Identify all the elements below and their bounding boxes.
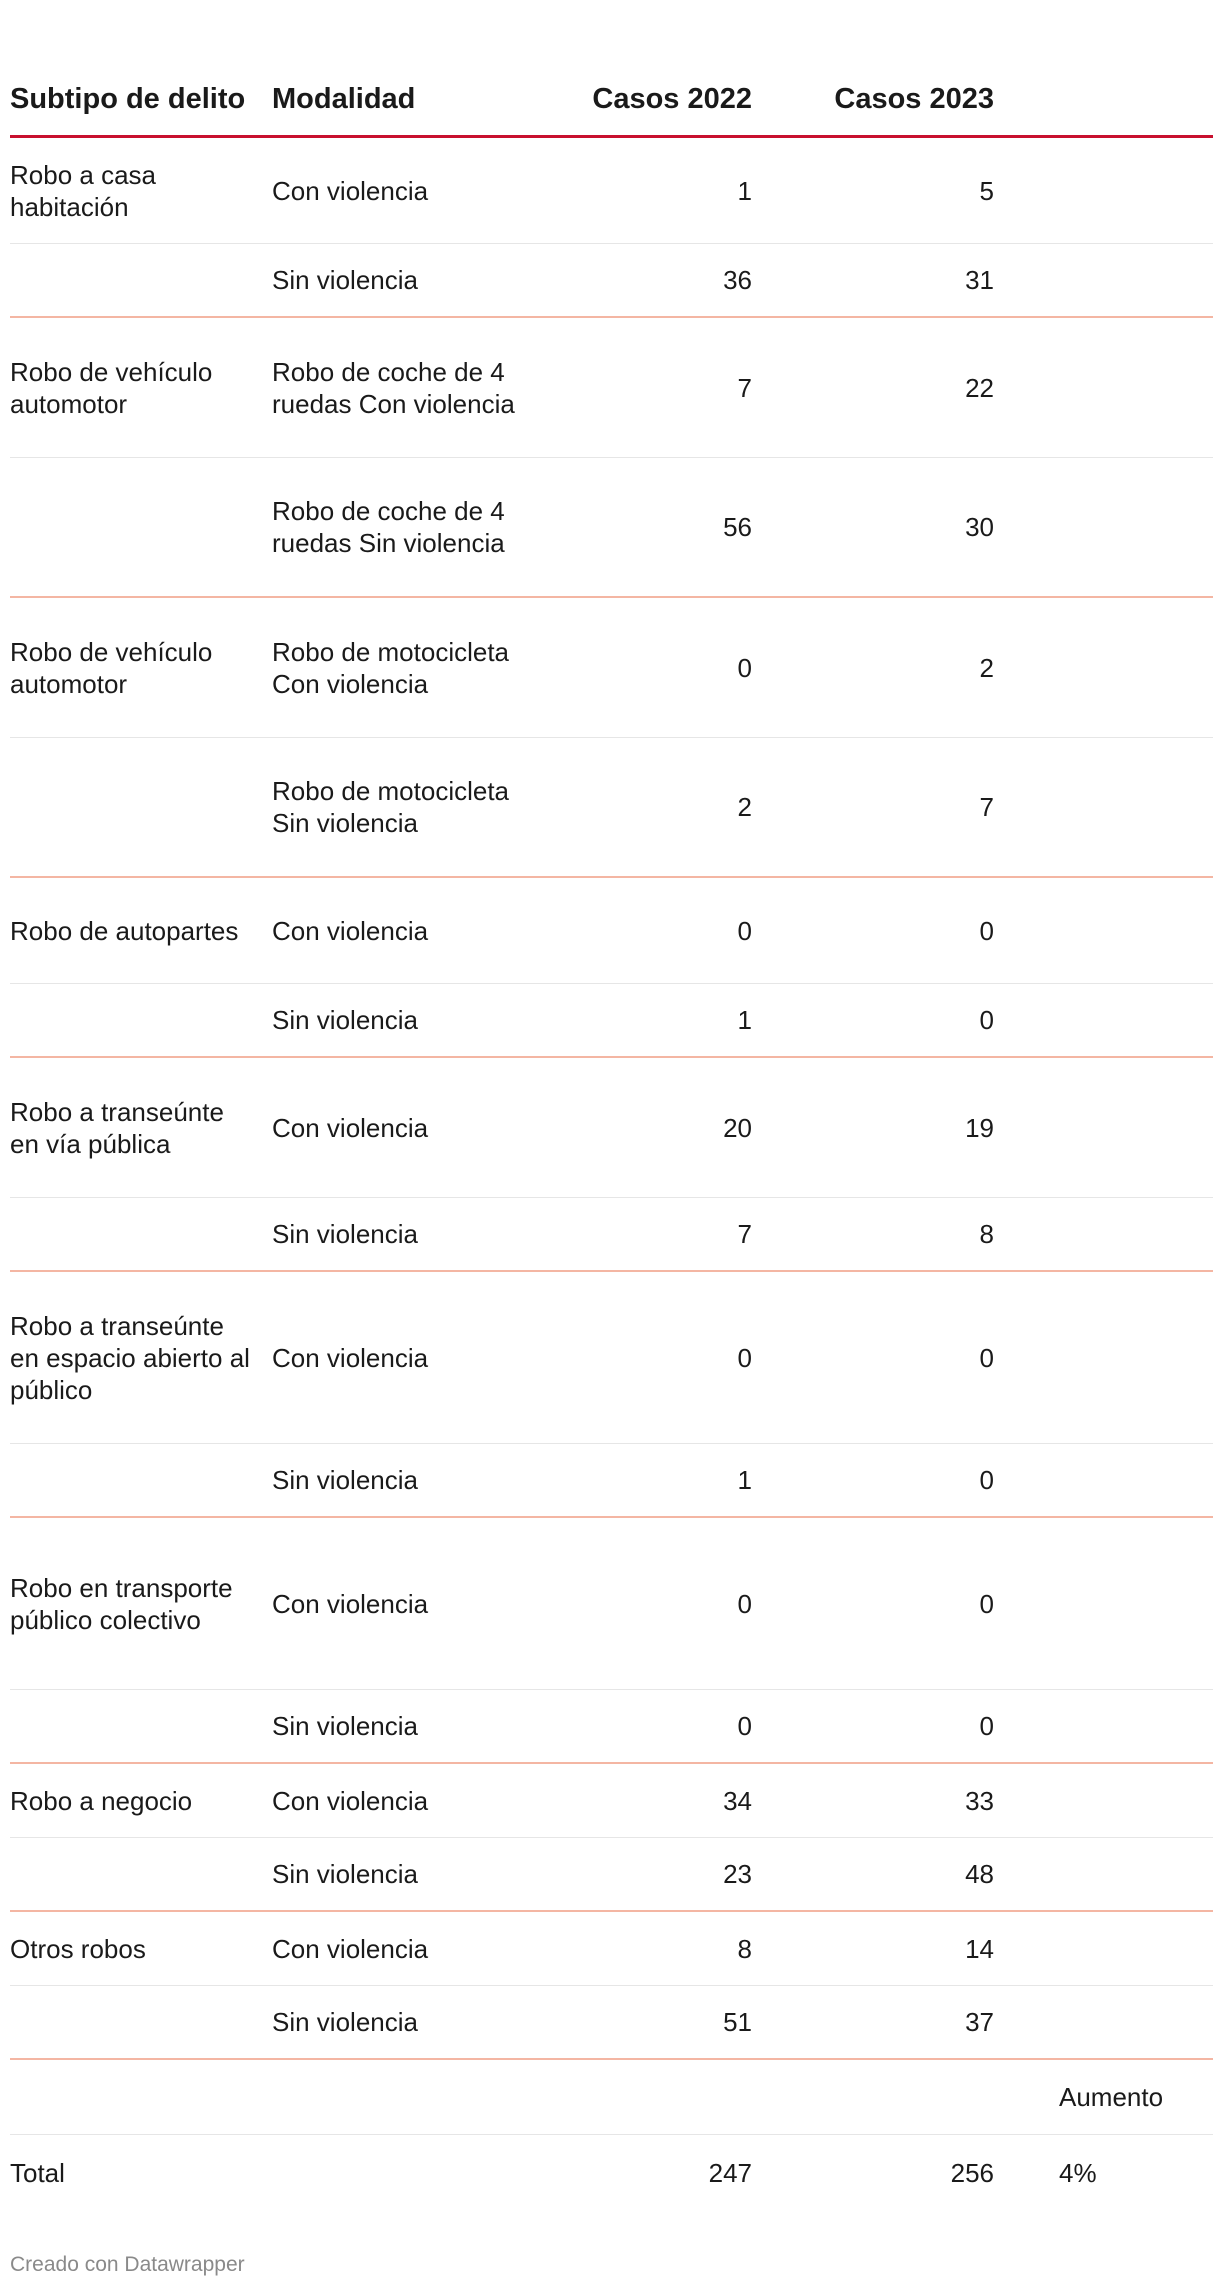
- cell-casos-2022: 36: [723, 265, 752, 295]
- table-row: [10, 1764, 1213, 1838]
- cell-casos-2023: 0: [979, 1588, 994, 1619]
- cell-casos-2023: 37: [965, 2007, 994, 2037]
- data-table: [10, 40, 1213, 2210]
- cell-casos-2022: 7: [737, 372, 752, 403]
- cell-modalidad: Con violencia: [272, 175, 429, 206]
- cell-subtipo: Otros robos: [10, 1933, 146, 1964]
- table-row: [10, 1690, 1213, 1764]
- cell-casos-2022: 23: [723, 1859, 752, 1889]
- cell-casos-2022: 7: [737, 1219, 752, 1249]
- table-row: [10, 1058, 1213, 1198]
- cell-modalidad: Sin violencia: [272, 1005, 418, 1035]
- cell-modalidad: Con violencia: [272, 1342, 429, 1373]
- cell-casos-2023: 0: [979, 915, 994, 946]
- cell-casos-2023: 0: [979, 1465, 994, 1495]
- cell-modalidad: Sin violencia: [272, 1859, 418, 1889]
- cell-modalidad: Sin violencia: [272, 265, 418, 295]
- total-aumento: 4%: [1059, 2157, 1097, 2188]
- cell-subtipo: Robo de vehículo automotor: [10, 356, 213, 419]
- table-row: [10, 138, 1213, 244]
- cell-casos-2022: 0: [737, 1588, 752, 1619]
- cell-subtipo: Robo a negocio: [10, 1785, 193, 1816]
- table-header: [10, 40, 1213, 138]
- table-body: [10, 138, 1213, 2060]
- header-casos-2023: Casos 2023: [834, 83, 994, 115]
- cell-modalidad: Sin violencia: [272, 1219, 418, 1249]
- cell-casos-2023: 7: [979, 792, 994, 822]
- cell-casos-2023: 0: [979, 1005, 994, 1035]
- header-casos-2022: Casos 2022: [592, 83, 752, 115]
- cell-casos-2022: 1: [737, 1465, 752, 1495]
- total-row: [10, 2135, 1213, 2210]
- cell-casos-2022: 0: [737, 1342, 752, 1373]
- table-row: [10, 878, 1213, 984]
- aumento-label-row: [10, 2060, 1213, 2135]
- cell-modalidad: Sin violencia: [272, 1711, 418, 1741]
- table-row: [10, 598, 1213, 738]
- cell-casos-2022: 51: [723, 2007, 752, 2037]
- footer-credit: Creado con Datawrapper: [10, 2253, 245, 2276]
- cell-modalidad: Robo de motocicleta Sin violencia: [272, 776, 510, 838]
- cell-modalidad: Robo de coche de 4 ruedas Con violencia: [272, 356, 515, 419]
- total-2023: 256: [950, 2157, 994, 2188]
- cell-subtipo: Robo de vehículo automotor: [10, 636, 213, 699]
- cell-casos-2023: 33: [965, 1785, 994, 1816]
- cell-casos-2023: 8: [979, 1219, 994, 1249]
- cell-casos-2022: 0: [737, 1711, 752, 1741]
- cell-modalidad: Robo de coche de 4 ruedas Sin violencia: [272, 496, 505, 558]
- cell-modalidad: Robo de motocicleta Con violencia: [272, 636, 510, 699]
- header-modalidad: Modalidad: [272, 83, 416, 115]
- total-2022: 247: [708, 2157, 752, 2188]
- cell-casos-2022: 1: [737, 175, 752, 206]
- cell-casos-2023: 48: [965, 1859, 994, 1889]
- cell-modalidad: Con violencia: [272, 915, 429, 946]
- cell-casos-2022: 2: [737, 792, 752, 822]
- aumento-label: Aumento: [1059, 2082, 1164, 2112]
- cell-subtipo: Robo a transeúnte en vía pública: [10, 1096, 224, 1159]
- table-row: [10, 1444, 1213, 1518]
- cell-subtipo: Robo de autopartes: [10, 915, 239, 946]
- table-row: [10, 984, 1213, 1058]
- table-row: [10, 1272, 1213, 1444]
- cell-casos-2023: 30: [965, 512, 994, 542]
- cell-casos-2022: 1: [737, 1005, 752, 1035]
- cell-casos-2022: 56: [723, 512, 752, 542]
- cell-modalidad: Con violencia: [272, 1933, 429, 1964]
- table-row: [10, 1198, 1213, 1272]
- table-row: [10, 1986, 1213, 2060]
- cell-casos-2023: 31: [965, 265, 994, 295]
- cell-casos-2023: 14: [965, 1933, 994, 1964]
- cell-casos-2023: 0: [979, 1342, 994, 1373]
- cell-casos-2022: 0: [737, 652, 752, 683]
- cell-casos-2023: 22: [965, 372, 994, 403]
- cell-subtipo: Robo en transporte público colectivo: [10, 1572, 233, 1635]
- table-row: [10, 318, 1213, 458]
- cell-modalidad: Con violencia: [272, 1112, 429, 1143]
- table-row: [10, 1838, 1213, 1912]
- cell-casos-2023: 5: [979, 175, 994, 206]
- table-row: [10, 458, 1213, 598]
- table-row: [10, 738, 1213, 878]
- cell-modalidad: Con violencia: [272, 1785, 429, 1816]
- table-row: [10, 244, 1213, 318]
- header-subtipo: Subtipo de delito: [10, 83, 246, 115]
- cell-casos-2022: 20: [723, 1112, 752, 1143]
- cell-casos-2022: 0: [737, 915, 752, 946]
- table-row: [10, 1518, 1213, 1690]
- cell-subtipo: Robo a casa habitación: [10, 159, 156, 222]
- cell-casos-2022: 34: [723, 1785, 752, 1816]
- cell-modalidad: Sin violencia: [272, 1465, 418, 1495]
- cell-modalidad: Sin violencia: [272, 2007, 418, 2037]
- total-label: Total: [10, 2157, 65, 2188]
- cell-casos-2023: 19: [965, 1112, 994, 1143]
- cell-casos-2022: 8: [737, 1933, 752, 1964]
- cell-casos-2023: 0: [979, 1711, 994, 1741]
- cell-subtipo: Robo a transeúnte en espacio abierto al público: [10, 1310, 250, 1405]
- table-row: [10, 1912, 1213, 1986]
- cell-casos-2023: 2: [979, 652, 994, 683]
- cell-modalidad: Con violencia: [272, 1588, 429, 1619]
